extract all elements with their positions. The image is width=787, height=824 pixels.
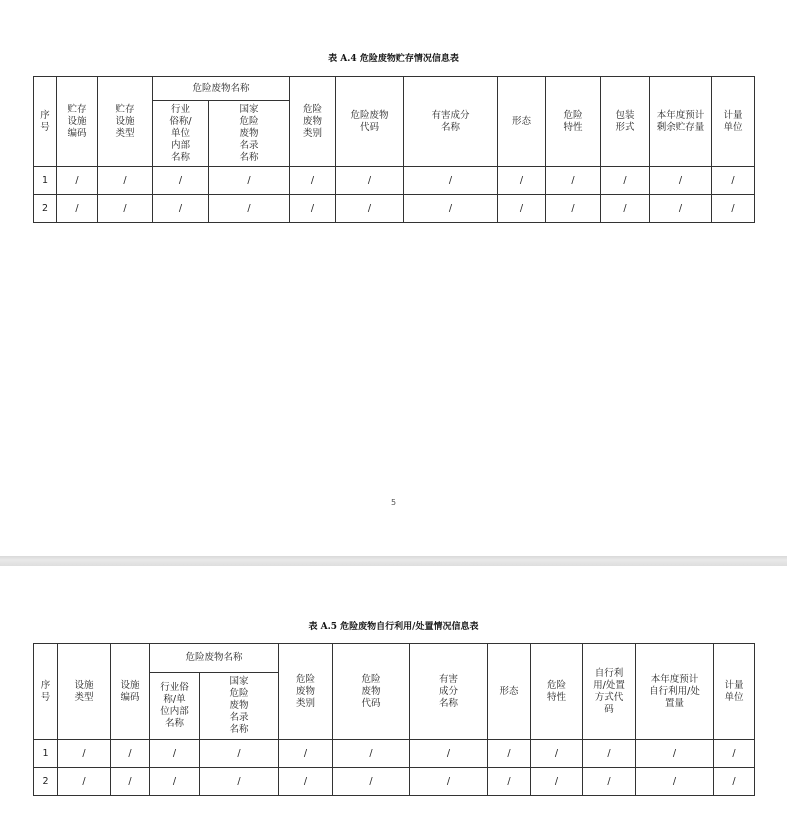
header-facility-code: 设施 编码 — [111, 644, 150, 740]
row-number-cell: 2 — [34, 768, 58, 796]
table-cell: / — [712, 167, 755, 195]
header-facility-type: 贮存 设施 类型 — [98, 77, 153, 167]
table-cell: / — [531, 768, 583, 796]
header-remaining-storage: 本年度预计 剩余贮存量 — [650, 77, 712, 167]
table-cell: / — [57, 195, 98, 223]
table-cell: / — [601, 167, 650, 195]
table-cell: / — [200, 740, 279, 768]
table-cell: / — [712, 195, 755, 223]
row-number-cell: 2 — [34, 195, 57, 223]
table-cell: / — [404, 195, 498, 223]
table-cell: / — [290, 195, 336, 223]
table-cell: / — [98, 195, 153, 223]
table-cell: / — [488, 740, 531, 768]
table-cell: / — [488, 768, 531, 796]
table-cell: / — [498, 167, 546, 195]
header-waste-code: 危险废物 代码 — [336, 77, 404, 167]
header-packaging: 包装 形式 — [601, 77, 650, 167]
header-hazard-property: 危险 特性 — [531, 644, 583, 740]
table-cell: / — [150, 768, 200, 796]
row-number-cell: 1 — [34, 167, 57, 195]
header-unit: 计量 单位 — [712, 77, 755, 167]
header-national-name: 国家 危险 废物 名录 名称 — [200, 673, 279, 740]
table-row — [34, 167, 755, 195]
table-cell: / — [636, 740, 714, 768]
table-row — [34, 768, 755, 796]
table-cell: / — [279, 740, 333, 768]
table-cell: / — [333, 768, 410, 796]
table-cell: / — [531, 740, 583, 768]
header-waste-category: 危险 废物 类别 — [290, 77, 336, 167]
table-cell: / — [714, 740, 755, 768]
header-waste-code: 危险 废物 代码 — [333, 644, 410, 740]
table-cell: / — [410, 740, 488, 768]
table-cell: / — [650, 167, 712, 195]
header-form: 形态 — [488, 644, 531, 740]
header-no: 序 号 — [34, 644, 58, 740]
table-cell: / — [209, 195, 290, 223]
table-cell: / — [498, 195, 546, 223]
table-cell: / — [279, 768, 333, 796]
table-cell: / — [336, 167, 404, 195]
table-cell: / — [150, 740, 200, 768]
header-method-code: 自行利 用/处置 方式代 码 — [583, 644, 636, 740]
header-annual-amount: 本年度预计 自行利用/处 置量 — [636, 644, 714, 740]
row-number-cell: 1 — [34, 740, 58, 768]
header-hazardous-component: 有害成分 名称 — [404, 77, 498, 167]
table-cell: / — [336, 195, 404, 223]
header-industry-name: 行业 俗称/ 单位 内部 名称 — [153, 101, 209, 167]
table-cell: / — [583, 768, 636, 796]
table-cell: / — [111, 768, 150, 796]
hazardous-waste-disposal-table — [33, 643, 755, 796]
table-cell: / — [410, 768, 488, 796]
header-facility-code: 贮存 设施 编码 — [57, 77, 98, 167]
table-a4-caption: 表 A.4 危险废物贮存情况信息表 — [328, 54, 459, 64]
table-cell: / — [333, 740, 410, 768]
table-row — [34, 740, 755, 768]
header-national-name: 国家 危险 废物 名录 名称 — [209, 101, 290, 167]
table-cell: / — [200, 768, 279, 796]
table-a5-caption: 表 A.5 危险废物自行利用/处置情况信息表 — [308, 622, 479, 632]
table-cell: / — [153, 195, 209, 223]
page-number: 5 — [390, 498, 397, 507]
hazardous-waste-storage-table — [33, 76, 755, 223]
table-cell: / — [153, 167, 209, 195]
table-cell: / — [404, 167, 498, 195]
header-waste-name-group: 危险废物名称 — [153, 77, 290, 101]
table-row — [34, 195, 755, 223]
table-cell: / — [583, 740, 636, 768]
table-cell: / — [601, 195, 650, 223]
table-cell: / — [58, 740, 111, 768]
header-facility-type: 设施 类型 — [58, 644, 111, 740]
header-hazard-property: 危险 特性 — [546, 77, 601, 167]
table-cell: / — [290, 167, 336, 195]
header-industry-name: 行业俗 称/单 位内部 名称 — [150, 673, 200, 740]
header-waste-name-group: 危险废物名称 — [150, 644, 279, 673]
table-a4-body — [34, 167, 755, 223]
table-cell: / — [209, 167, 290, 195]
header-hazardous-component: 有害 成分 名称 — [410, 644, 488, 740]
header-no: 序 号 — [34, 77, 57, 167]
header-waste-category: 危险 废物 类别 — [279, 644, 333, 740]
header-form: 形态 — [498, 77, 546, 167]
table-cell: / — [111, 740, 150, 768]
table-cell: / — [650, 195, 712, 223]
page-separator — [0, 556, 787, 566]
table-cell: / — [57, 167, 98, 195]
table-cell: / — [636, 768, 714, 796]
table-cell: / — [546, 167, 601, 195]
table-a5-body — [34, 740, 755, 796]
table-cell: / — [58, 768, 111, 796]
table-cell: / — [546, 195, 601, 223]
table-cell: / — [98, 167, 153, 195]
header-unit: 计量 单位 — [714, 644, 755, 740]
table-cell: / — [714, 768, 755, 796]
